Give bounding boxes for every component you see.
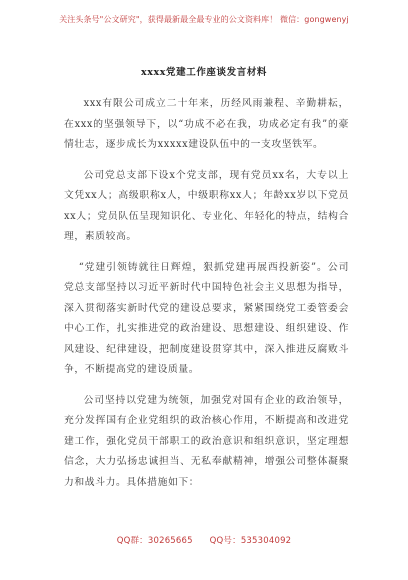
document-title: xxxx党建工作座谈发言材料: [140, 67, 268, 78]
qq-group-text: QQ群：30265665: [116, 536, 193, 546]
header-banner: 关注头条号"公文研究"，获得最新最全最专业的公文资料库！ 微信：gongwenyj: [59, 15, 349, 24]
paragraph-party-branch-overview: 公司党总支部下设x个党支部，现有党员xx名，大专以上文凭xx人；高级职称x人，中级职称xx人；年龄xx岁以下党员xx人；党员队伍呈现知识化、专业化、年轻化的特点，结构合理，素质较高。: [64, 169, 349, 242]
paragraph-party-building-guidance: “党建引领铸就往日辉煌，狠抓党建再展西投新姿”。公司党总支部坚持以习近平新时代中国特色社会主义思想为指导，深入贯彻落实新时代党的建设总要求，紧紧围绕党工委管委会中心工作，扎实推进党的政治建设、思想建设、组织建设、作风建设、纪律建设，把制度建设贯穿其中，深入推进反腐败斗争，不断提高党的建设质量。: [64, 261, 349, 375]
qq-number-text: QQ号：535304092: [209, 536, 292, 546]
footer-contact: [0, 534, 408, 546]
paragraph-company-history: xxx有限公司成立二十年来，历经风雨兼程、辛勤耕耘，在xxx的坚强领导下，以“功成不必在我，功成必定有我”的豪情壮志，逐步成长为xxxxx建设队伍中的一支攻坚铁军。: [64, 98, 349, 150]
document-body: [64, 94, 349, 493]
paragraph-measures-intro: 公司坚持以党建为统领，加强党对国有企业的政治领导，充分发挥国有企业党组织的政治核心作用，不断提高和改进党建工作，强化党员干部职工的政治意识和组织意识，坚定理想信念，大力弘扬忠诚担当、无私奉献精神，增强公司整体凝聚力和战斗力。具体措施如下：: [64, 394, 349, 488]
